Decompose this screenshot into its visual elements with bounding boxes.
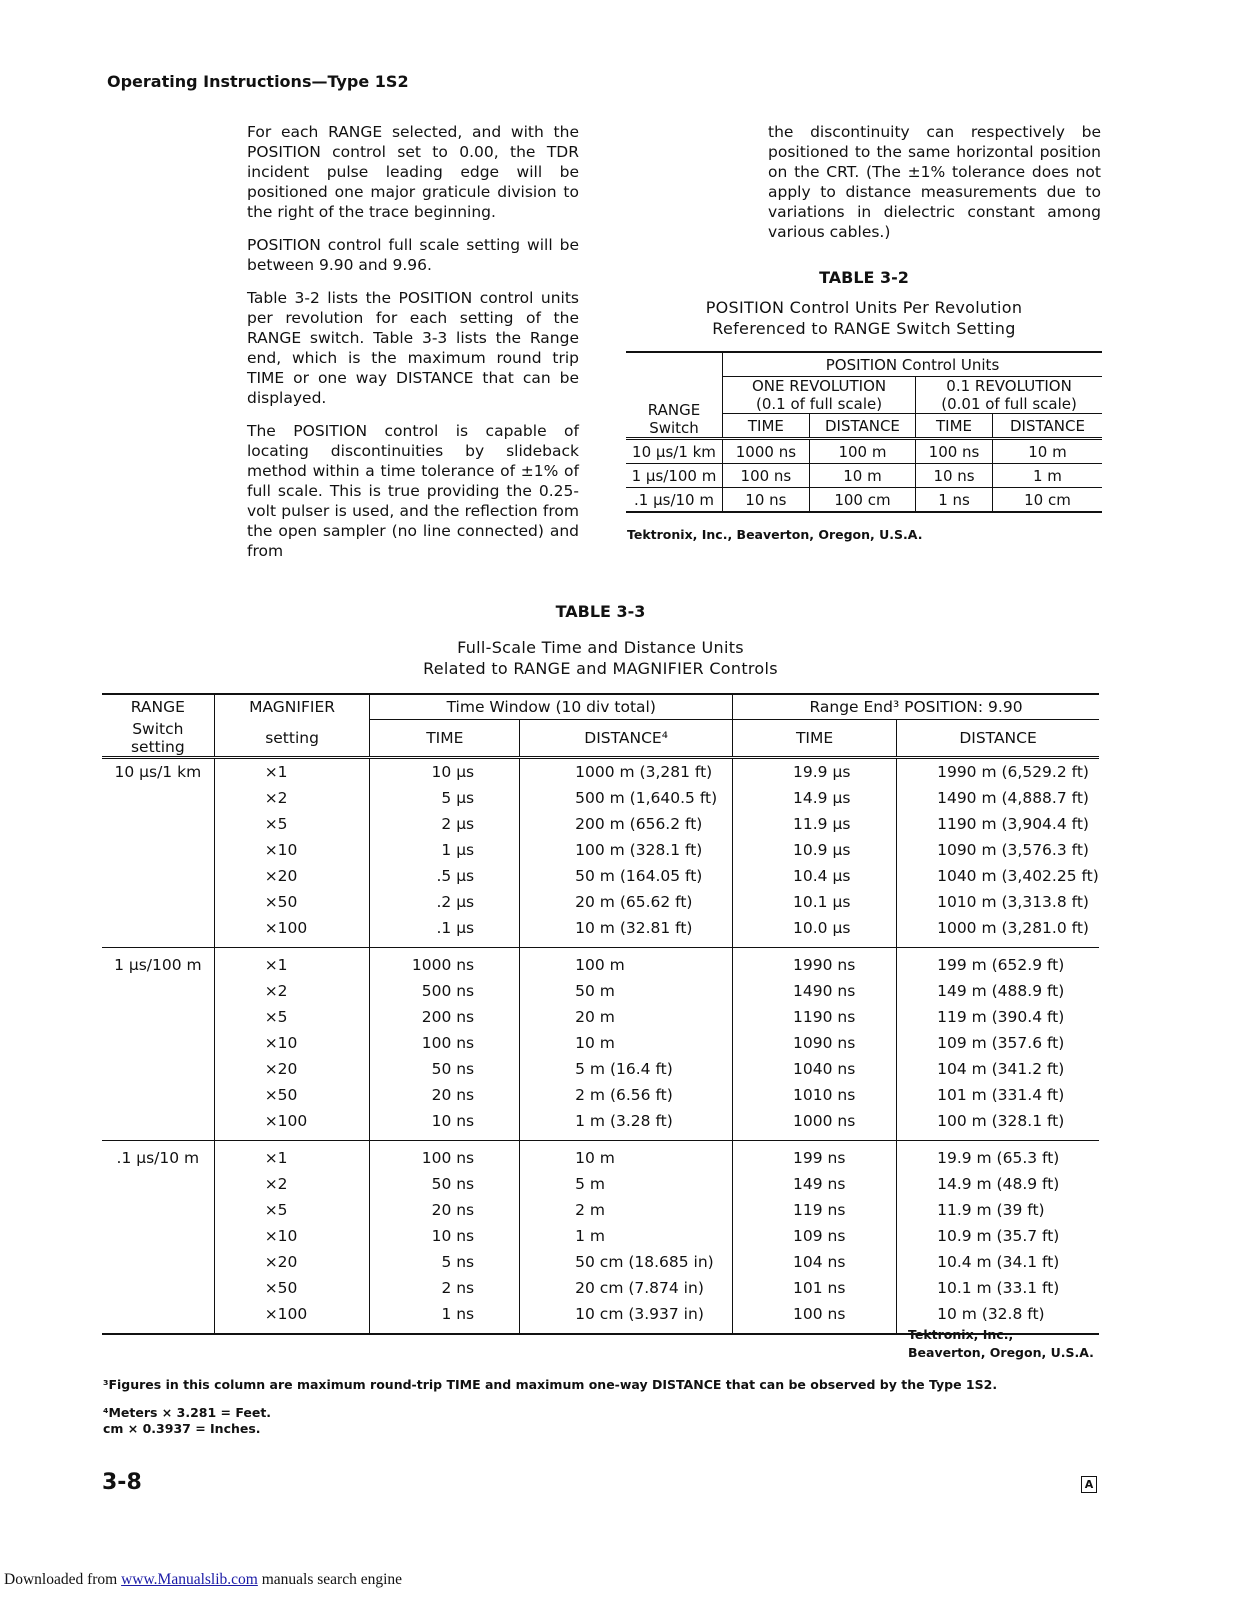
manualslib-link[interactable]: www.Manualslib.com bbox=[121, 1571, 258, 1588]
cell-time: 1000 ns bbox=[723, 439, 810, 464]
cell-time: 10 ns bbox=[370, 1108, 520, 1141]
cell-range: .1 µs/10 m bbox=[626, 488, 723, 513]
cell-magnifier: ×10 bbox=[214, 1223, 370, 1249]
cell-time: 100 ns bbox=[723, 464, 810, 488]
table-row bbox=[102, 811, 1099, 837]
table-row bbox=[102, 1197, 1099, 1223]
table-row bbox=[102, 947, 1099, 978]
cell-range-end-time: 10.0 µs bbox=[733, 915, 897, 948]
cell-magnifier: ×20 bbox=[214, 863, 370, 889]
cell-range bbox=[102, 889, 214, 915]
cell-magnifier: ×1 bbox=[214, 947, 370, 978]
credit-line: Beaverton, Oregon, U.S.A. bbox=[908, 1345, 1094, 1360]
table-3-2-title: TABLE 3-2 bbox=[819, 268, 909, 287]
download-prefix: Downloaded from bbox=[4, 1571, 122, 1588]
table-row bbox=[102, 915, 1099, 948]
table-3-3-credit bbox=[908, 1326, 1094, 1362]
cell-time: 50 ns bbox=[370, 1171, 520, 1197]
table-3-2-subtitle bbox=[626, 297, 1102, 339]
footnote-3: ³Figures in this column are maximum round-trip TIME and maximum one-way DISTANCE that can be observed by the Type 1S2. bbox=[103, 1377, 998, 1392]
cell-time: 50 ns bbox=[370, 1056, 520, 1082]
cell-range-end-time: 1000 ns bbox=[733, 1108, 897, 1141]
cell-distance: 10 m bbox=[520, 1140, 733, 1171]
cell-range-end-distance: 149 m (488.9 ft) bbox=[937, 981, 1065, 1000]
col-header-time: TIME bbox=[370, 720, 520, 758]
cell-magnifier: ×5 bbox=[214, 1004, 370, 1030]
page-header: Operating Instructions—Type 1S2 bbox=[107, 72, 409, 91]
cell-range: 1 µs/100 m bbox=[626, 464, 723, 488]
table-row bbox=[102, 1171, 1099, 1197]
cell-magnifier: ×10 bbox=[214, 1030, 370, 1056]
cell-magnifier: ×20 bbox=[214, 1249, 370, 1275]
cell-distance: 10 m bbox=[520, 1030, 733, 1056]
table-row bbox=[102, 1004, 1099, 1030]
cell-time: 10 ns bbox=[370, 1223, 520, 1249]
cell-magnifier: ×100 bbox=[214, 1301, 370, 1334]
subtitle-line: POSITION Control Units Per Revolution bbox=[705, 298, 1023, 317]
cell-distance: 2 m (6.56 ft) bbox=[520, 1082, 733, 1108]
paragraph: Table 3-2 lists the POSITION control units per revolution for each setting of the RANGE switch. Table 3-3 lists the Range end, which is the maximum round trip TIME or one way DISTANCE that can be displayed. bbox=[247, 289, 579, 407]
table-3-3 bbox=[102, 693, 1099, 1335]
cell-range: 10 µs/1 km bbox=[102, 757, 214, 785]
cell-magnifier: ×1 bbox=[214, 1140, 370, 1171]
table-row bbox=[102, 1140, 1099, 1171]
cell-time: 5 ns bbox=[370, 1249, 520, 1275]
table-3-3-subtitle bbox=[102, 637, 1099, 679]
cell-time: 1 ns bbox=[370, 1301, 520, 1334]
range-group bbox=[102, 947, 1099, 1140]
cell-range bbox=[102, 1004, 214, 1030]
footnote-line: ⁴Meters × 3.281 = Feet. bbox=[103, 1405, 272, 1420]
cell-magnifier: ×5 bbox=[214, 1197, 370, 1223]
cell-time: 1000 ns bbox=[370, 947, 520, 978]
cell-range-end-time: 149 ns bbox=[733, 1171, 897, 1197]
cell-range-end-time: 1090 ns bbox=[733, 1030, 897, 1056]
col-header-magnifier-sub: setting bbox=[214, 720, 370, 758]
cell-distance: 1 m bbox=[520, 1223, 733, 1249]
col-header-tenth-revolution bbox=[916, 377, 1102, 414]
cell-time: 1 µs bbox=[370, 837, 520, 863]
download-suffix: manuals search engine bbox=[257, 1571, 403, 1588]
cell-range-end-distance: 109 m (357.6 ft) bbox=[937, 1033, 1065, 1052]
cell-range-end-time: 119 ns bbox=[733, 1197, 897, 1223]
col-header-range bbox=[626, 352, 723, 439]
cell-range-end-time: 10.4 µs bbox=[733, 863, 897, 889]
col-header-distance: DISTANCE bbox=[1010, 416, 1085, 435]
cell-range-end-distance: 199 m (652.9 ft) bbox=[897, 947, 1099, 978]
col-header-distance: DISTANCE bbox=[897, 720, 1099, 758]
cell-distance: 200 m (656.2 ft) bbox=[520, 811, 733, 837]
cell-range-end-distance: 1010 m (3,313.8 ft) bbox=[937, 892, 1089, 911]
cell-range bbox=[102, 1249, 214, 1275]
col-header-magnifier: MAGNIFIER bbox=[214, 694, 370, 720]
cell-time: 200 ns bbox=[370, 1004, 520, 1030]
table-row bbox=[626, 488, 1102, 513]
cell-range-end-time: 109 ns bbox=[733, 1223, 897, 1249]
cell-time: 10 ns bbox=[723, 488, 810, 513]
cell-time: 10 ns bbox=[916, 464, 993, 488]
cell-range-end-distance: 14.9 m (48.9 ft) bbox=[937, 1174, 1060, 1193]
col-header-one-revolution bbox=[723, 377, 916, 414]
cell-distance: 1 m (3.28 ft) bbox=[520, 1108, 733, 1141]
cell-distance: 20 m bbox=[520, 1004, 733, 1030]
cell-range-end-time: 1040 ns bbox=[733, 1056, 897, 1082]
col-header-range-end: Range End³ POSITION: 9.90 bbox=[733, 694, 1099, 720]
table-row bbox=[102, 889, 1099, 915]
table-row bbox=[102, 1030, 1099, 1056]
table-3-2 bbox=[626, 351, 1102, 513]
cell-time: 1 ns bbox=[916, 488, 993, 513]
cell-time: 5 µs bbox=[370, 785, 520, 811]
cell-distance: 50 m (164.05 ft) bbox=[520, 863, 733, 889]
cell-range-end-time: 199 ns bbox=[733, 1140, 897, 1171]
table-3-2-credit: Tektronix, Inc., Beaverton, Oregon, U.S.A. bbox=[627, 527, 923, 542]
col-header-time: TIME bbox=[723, 414, 810, 439]
cell-distance: 100 m bbox=[809, 439, 915, 464]
cell-range-end-time: 14.9 µs bbox=[733, 785, 897, 811]
cell-magnifier: ×100 bbox=[214, 1108, 370, 1141]
cell-distance: 20 m (65.62 ft) bbox=[520, 889, 733, 915]
cell-range-end-distance: 1490 m (4,888.7 ft) bbox=[937, 788, 1089, 807]
table-3-3-title: TABLE 3-3 bbox=[555, 602, 646, 621]
cell-range bbox=[102, 1082, 214, 1108]
cell-distance: 50 cm (18.685 in) bbox=[520, 1249, 733, 1275]
revision-mark: A bbox=[1081, 1476, 1097, 1493]
header-line: Switch bbox=[649, 419, 699, 437]
cell-distance: 10 m bbox=[992, 439, 1102, 464]
download-bar bbox=[4, 1571, 402, 1589]
cell-range bbox=[102, 1171, 214, 1197]
footnote-4 bbox=[103, 1405, 271, 1437]
cell-range-end-distance: 19.9 m (65.3 ft) bbox=[897, 1140, 1099, 1171]
cell-range-end-distance: 119 m (390.4 ft) bbox=[937, 1007, 1065, 1026]
cell-range-end-time: 1010 ns bbox=[733, 1082, 897, 1108]
cell-magnifier: ×20 bbox=[214, 1056, 370, 1082]
table-row bbox=[102, 1056, 1099, 1082]
cell-range-end-distance: 1040 m (3,402.25 ft) bbox=[937, 866, 1099, 885]
header-line: (0.1 of full scale) bbox=[756, 395, 883, 413]
table-row bbox=[102, 757, 1099, 785]
col-header-distance: DISTANCE⁴ bbox=[520, 720, 733, 758]
cell-distance: 50 m bbox=[520, 978, 733, 1004]
cell-range bbox=[102, 915, 214, 948]
paragraph: the discontinuity can respectively be positioned to the same horizontal position on the CRT. (The ±1% tolerance does not apply to distance measurements due to variations in dielectric constant among various cables.) bbox=[768, 123, 1101, 241]
table-row bbox=[626, 439, 1102, 464]
cell-range bbox=[102, 1301, 214, 1334]
cell-magnifier: ×10 bbox=[214, 837, 370, 863]
paragraph: The POSITION control is capable of locating discontinuities by slideback method within a time tolerance of ±1% of full scale. This is true providing the 0.25-volt pulser is used, and the reflection from the open sampler (no line connected) and from bbox=[247, 422, 579, 560]
paragraph: For each RANGE selected, and with the POSITION control set to 0.00, the TDR incident pulse leading edge will be positioned one major graticule division to the right of the trace beginning. bbox=[247, 123, 579, 221]
cell-distance: 20 cm (7.874 in) bbox=[520, 1275, 733, 1301]
cell-time: 20 ns bbox=[370, 1197, 520, 1223]
cell-range-end-distance: 1990 m (6,529.2 ft) bbox=[937, 762, 1089, 781]
header-line: RANGE bbox=[647, 401, 701, 419]
subtitle-line: Full-Scale Time and Distance Units bbox=[457, 638, 744, 657]
cell-time: .1 µs bbox=[370, 915, 520, 948]
col-header-range-sub: Switch setting bbox=[102, 720, 214, 758]
cell-distance: 100 cm bbox=[809, 488, 915, 513]
cell-distance: 10 cm bbox=[992, 488, 1102, 513]
cell-magnifier: ×50 bbox=[214, 889, 370, 915]
cell-distance: 10 m (32.81 ft) bbox=[520, 915, 733, 948]
subtitle-line: Referenced to RANGE Switch Setting bbox=[712, 319, 1016, 338]
cell-range-end-distance: 100 m (328.1 ft) bbox=[937, 1111, 1065, 1130]
cell-magnifier: ×100 bbox=[214, 915, 370, 948]
cell-range bbox=[102, 1056, 214, 1082]
cell-range-end-distance: 1090 m (3,576.3 ft) bbox=[937, 840, 1089, 859]
cell-range bbox=[102, 1223, 214, 1249]
cell-range-end-distance: 10.9 m (35.7 ft) bbox=[937, 1226, 1060, 1245]
table-row bbox=[102, 1249, 1099, 1275]
table-row bbox=[102, 1275, 1099, 1301]
table-row bbox=[102, 1223, 1099, 1249]
cell-range bbox=[102, 978, 214, 1004]
cell-distance: 10 m bbox=[809, 464, 915, 488]
cell-range-end-distance: 1000 m (3,281.0 ft) bbox=[937, 918, 1089, 937]
col-header-time: TIME bbox=[916, 414, 993, 439]
cell-range bbox=[102, 785, 214, 811]
cell-range-end-time: 10.9 µs bbox=[733, 837, 897, 863]
col-header-position-units: POSITION Control Units bbox=[723, 352, 1103, 377]
col-header-distance: DISTANCE bbox=[809, 414, 915, 439]
cell-range-end-distance: 10.1 m (33.1 ft) bbox=[937, 1278, 1060, 1297]
cell-range: 10 µs/1 km bbox=[626, 439, 723, 464]
cell-distance: 10 cm (3.937 in) bbox=[520, 1301, 733, 1334]
cell-time: 100 ns bbox=[370, 1140, 520, 1171]
cell-time: .2 µs bbox=[370, 889, 520, 915]
cell-time: 2 ns bbox=[370, 1275, 520, 1301]
cell-range bbox=[102, 1108, 214, 1141]
cell-range: 1 µs/100 m bbox=[102, 947, 214, 978]
credit-line: Tektronix, Inc., bbox=[908, 1327, 1014, 1342]
cell-range-end-distance: 101 m (331.4 ft) bbox=[937, 1085, 1065, 1104]
table-row bbox=[102, 1082, 1099, 1108]
cell-range-end-time: 101 ns bbox=[733, 1275, 897, 1301]
cell-distance: 1 m bbox=[992, 464, 1102, 488]
cell-time: 2 µs bbox=[370, 811, 520, 837]
cell-range-end-distance: 1190 m (3,904.4 ft) bbox=[937, 814, 1089, 833]
cell-time: 10 µs bbox=[370, 757, 520, 785]
cell-time: 20 ns bbox=[370, 1082, 520, 1108]
cell-time: .5 µs bbox=[370, 863, 520, 889]
col-header-time-window: Time Window (10 div total) bbox=[370, 694, 733, 720]
cell-magnifier: ×2 bbox=[214, 785, 370, 811]
cell-magnifier: ×50 bbox=[214, 1275, 370, 1301]
table-row bbox=[626, 464, 1102, 488]
cell-range-end-time: 104 ns bbox=[733, 1249, 897, 1275]
cell-range-end-time: 19.9 µs bbox=[733, 757, 897, 785]
table-row bbox=[102, 863, 1099, 889]
cell-distance: 5 m (16.4 ft) bbox=[520, 1056, 733, 1082]
cell-magnifier: ×2 bbox=[214, 1171, 370, 1197]
table-row bbox=[102, 837, 1099, 863]
cell-range-end-time: 1190 ns bbox=[733, 1004, 897, 1030]
cell-range bbox=[102, 1275, 214, 1301]
left-text-column bbox=[247, 122, 579, 574]
cell-range-end-distance: 10 m (32.8 ft) bbox=[897, 1301, 1099, 1334]
cell-range-end-distance: 10.4 m (34.1 ft) bbox=[937, 1252, 1060, 1271]
paragraph: POSITION control full scale setting will be between 9.90 and 9.96. bbox=[247, 236, 579, 274]
cell-magnifier: ×50 bbox=[214, 1082, 370, 1108]
cell-range-end-time: 1490 ns bbox=[733, 978, 897, 1004]
table-row bbox=[102, 978, 1099, 1004]
footnote-line: cm × 0.3937 = Inches. bbox=[103, 1421, 261, 1436]
range-group bbox=[102, 1140, 1099, 1334]
header-line: ONE REVOLUTION bbox=[751, 377, 887, 395]
cell-time: 500 ns bbox=[370, 978, 520, 1004]
table-row bbox=[102, 1108, 1099, 1141]
cell-magnifier: ×1 bbox=[214, 757, 370, 785]
cell-magnifier: ×5 bbox=[214, 811, 370, 837]
cell-range-end-distance: 11.9 m (39 ft) bbox=[937, 1200, 1045, 1219]
cell-range-end-time: 100 ns bbox=[733, 1301, 897, 1334]
cell-range: .1 µs/10 m bbox=[102, 1140, 214, 1171]
cell-distance: 500 m (1,640.5 ft) bbox=[520, 785, 733, 811]
cell-range bbox=[102, 811, 214, 837]
cell-range-end-time: 11.9 µs bbox=[733, 811, 897, 837]
cell-magnifier: ×2 bbox=[214, 978, 370, 1004]
col-header-range: RANGE bbox=[102, 694, 214, 720]
cell-range-end-time: 10.1 µs bbox=[733, 889, 897, 915]
header-line: 0.1 REVOLUTION bbox=[946, 377, 1072, 395]
cell-range-end-distance: 104 m (341.2 ft) bbox=[937, 1059, 1065, 1078]
header-line: (0.01 of full scale) bbox=[941, 395, 1077, 413]
cell-range bbox=[102, 1197, 214, 1223]
cell-distance: 5 m bbox=[520, 1171, 733, 1197]
table-row bbox=[102, 785, 1099, 811]
cell-time: 100 ns bbox=[916, 439, 993, 464]
cell-range bbox=[102, 837, 214, 863]
cell-range bbox=[102, 863, 214, 889]
range-group bbox=[102, 757, 1099, 947]
page-number: 3-8 bbox=[102, 1470, 142, 1495]
cell-range bbox=[102, 1030, 214, 1056]
cell-distance: 100 m bbox=[520, 947, 733, 978]
cell-distance: 100 m (328.1 ft) bbox=[520, 837, 733, 863]
right-text-column bbox=[768, 122, 1101, 255]
cell-range-end-time: 1990 ns bbox=[733, 947, 897, 978]
col-header-time: TIME bbox=[733, 720, 897, 758]
cell-distance: 2 m bbox=[520, 1197, 733, 1223]
cell-distance: 1000 m (3,281 ft) bbox=[520, 757, 733, 785]
subtitle-line: Related to RANGE and MAGNIFIER Controls bbox=[423, 659, 778, 678]
cell-time: 100 ns bbox=[370, 1030, 520, 1056]
